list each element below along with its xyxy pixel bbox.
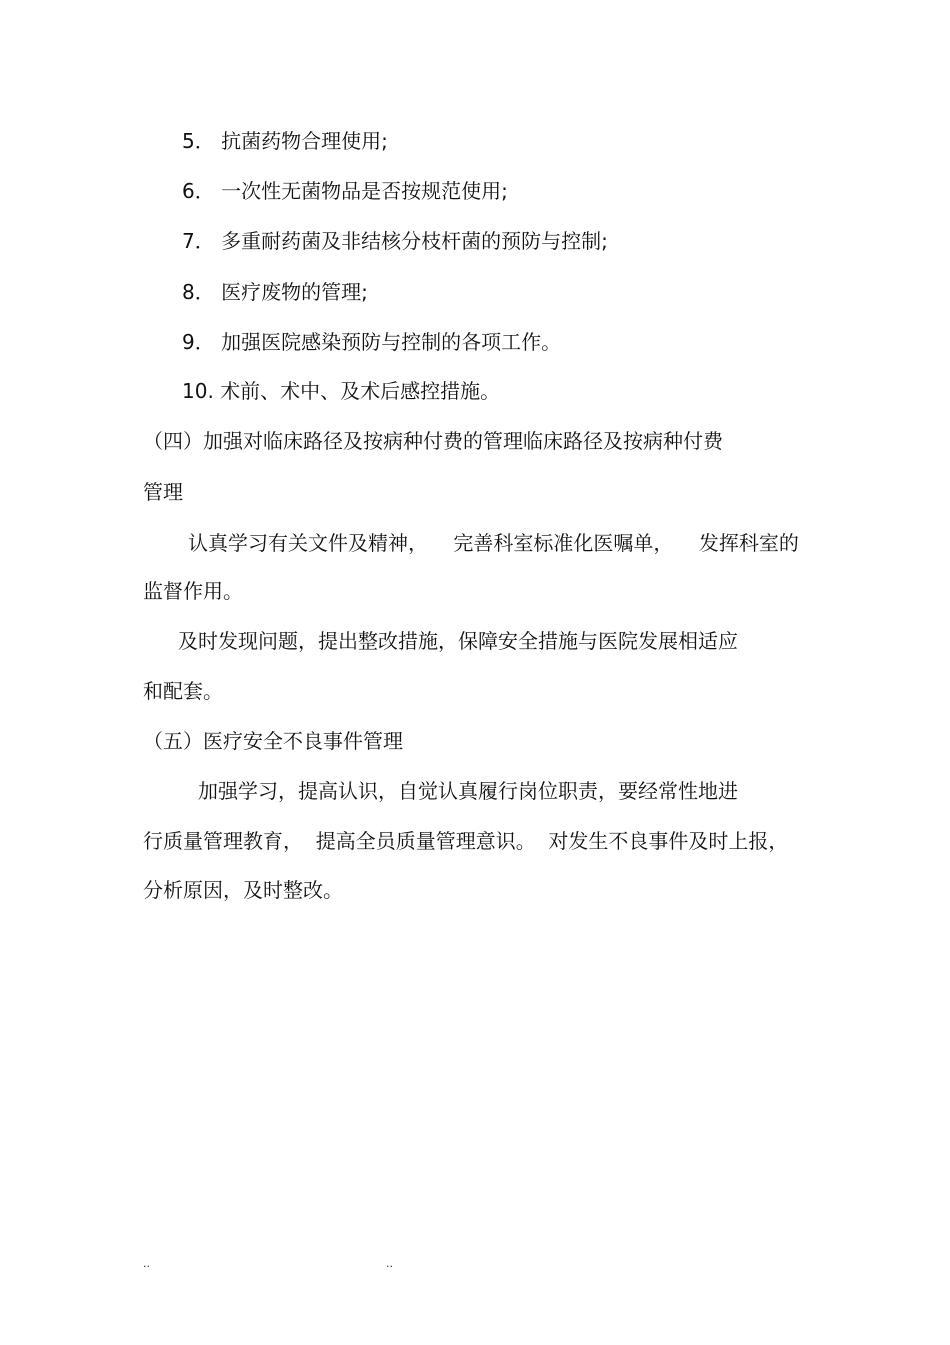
list-item-7: 7． 多重耐药菌及非结核分枝杆菌的预防与控制; <box>182 229 608 253</box>
section4-heading: （四）加强对临床路径及按病种付费的管理临床路径及按病种付费 <box>143 429 723 453</box>
footer-mark-left: .. <box>143 1257 150 1270</box>
list-item-5: 5． 抗菌药物合理使用; <box>182 129 388 153</box>
section4-heading-cont: 管理 <box>143 480 183 504</box>
section5-heading: （五）医疗安全不良事件管理 <box>143 729 403 753</box>
section5-paragraph-cont1: 行质量管理教育， 提高全员质量管理意识。 对发生不良事件及时上报， <box>143 829 789 853</box>
list-item-10: 10. 术前、术中、及术后感控措施。 <box>182 379 501 403</box>
footer-mark-center: .. <box>386 1257 393 1270</box>
section5-paragraph-cont2: 分析原因，及时整改。 <box>143 878 343 902</box>
section5-paragraph: 加强学习，提高认识，自觉认真履行岗位职责，要经常性地进 <box>198 779 738 803</box>
list-item-6: 6． 一次性无菌物品是否按规范使用; <box>182 179 508 203</box>
section4-paragraph1-cont: 监督作用。 <box>143 579 243 603</box>
list-item-9: 9． 加强医院感染预防与控制的各项工作。 <box>182 330 562 354</box>
section4-paragraph2-cont: 和配套。 <box>143 679 223 703</box>
list-item-8: 8． 医疗废物的管理; <box>182 280 368 304</box>
section4-paragraph2: 及时发现问题，提出整改措施，保障安全措施与医院发展相适应 <box>178 629 738 653</box>
section4-paragraph1: 认真学习有关文件及精神， 完善科室标准化医嘱单， 发挥科室的 <box>188 531 799 555</box>
